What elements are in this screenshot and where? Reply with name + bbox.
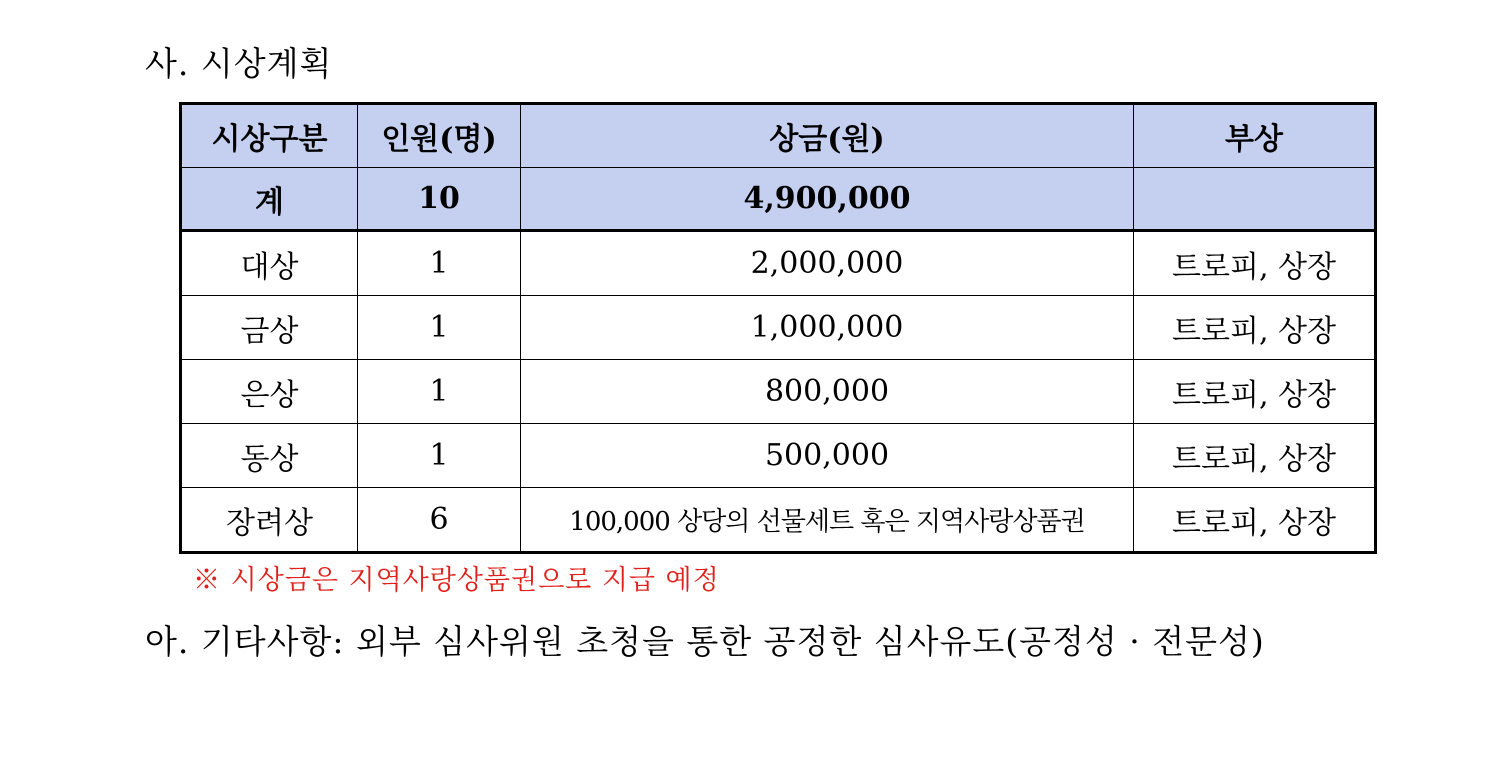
total-count: 10 <box>358 168 521 231</box>
row-prize: 500,000 <box>521 424 1134 488</box>
table-row <box>181 360 1376 424</box>
row-category: 금상 <box>181 296 358 360</box>
table-row <box>181 296 1376 360</box>
total-prize: 4,900,000 <box>521 168 1134 231</box>
row-prize: 2,000,000 <box>521 231 1134 296</box>
table-row <box>181 231 1376 296</box>
row-prize: 800,000 <box>521 360 1134 424</box>
row-extra: 트로피, 상장 <box>1134 231 1376 296</box>
header-count: 인원(명) <box>358 104 521 168</box>
table-row <box>181 424 1376 488</box>
row-extra: 트로피, 상장 <box>1134 488 1376 553</box>
row-category: 동상 <box>181 424 358 488</box>
table-total-row <box>181 168 1376 231</box>
total-category: 계 <box>181 168 358 231</box>
row-extra: 트로피, 상장 <box>1134 296 1376 360</box>
row-extra: 트로피, 상장 <box>1134 360 1376 424</box>
row-prize: 100,000 상당의 선물세트 혹은 지역사랑상품권 <box>521 488 1134 553</box>
prize-payment-note: ※ 시상금은 지역사랑상품권으로 지급 예정 <box>193 565 720 596</box>
row-prize: 1,000,000 <box>521 296 1134 360</box>
row-category: 장려상 <box>181 488 358 553</box>
table-row <box>181 488 1376 553</box>
total-extra <box>1134 168 1376 231</box>
row-count: 1 <box>358 360 521 424</box>
row-count: 1 <box>358 231 521 296</box>
section-title-award-plan: 사. 시상계획 <box>145 44 333 83</box>
award-plan-table <box>179 102 1377 554</box>
row-count: 6 <box>358 488 521 553</box>
section-title-other-matters: 아. 기타사항: 외부 심사위원 초청을 통한 공정한 심사유도(공정성 · 전문성) <box>145 622 1265 661</box>
row-extra: 트로피, 상장 <box>1134 424 1376 488</box>
row-category: 대상 <box>181 231 358 296</box>
table-header-row <box>181 104 1376 168</box>
row-count: 1 <box>358 296 521 360</box>
header-extra: 부상 <box>1134 104 1376 168</box>
header-prize: 상금(원) <box>521 104 1134 168</box>
row-category: 은상 <box>181 360 358 424</box>
header-category: 시상구분 <box>181 104 358 168</box>
row-count: 1 <box>358 424 521 488</box>
